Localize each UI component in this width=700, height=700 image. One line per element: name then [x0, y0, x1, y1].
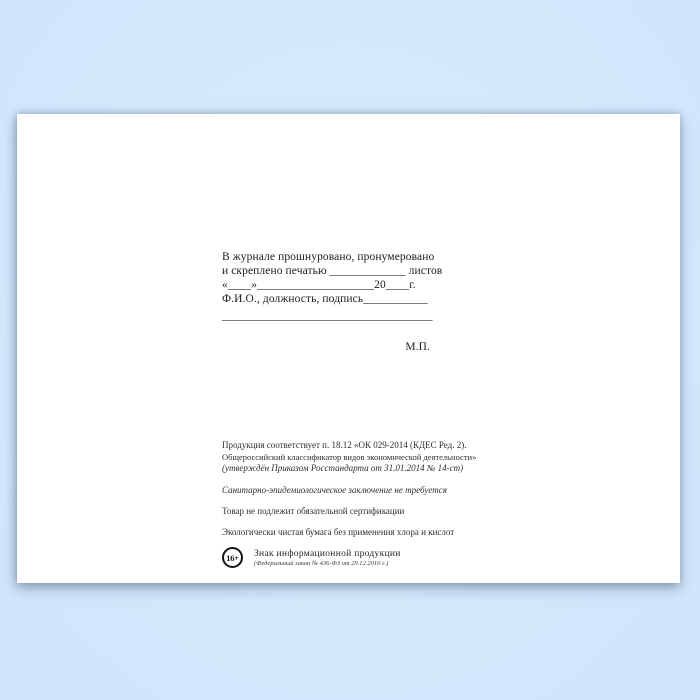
compliance-line-3: (утверждён Приказом Росстандарта от 31.01.2014 № 14-ст)	[222, 463, 464, 473]
cert-line-blank: ____________________________________	[222, 310, 433, 322]
info-sign-title: Знак информационной продукции	[254, 549, 401, 559]
information-product-sign-row	[222, 547, 482, 568]
lacing-certification-block	[222, 250, 443, 354]
cert-line-date: «____»____________________20____г.	[222, 279, 416, 291]
info-sign-law-reference: (Федеральный закон № 436-ФЗ от 29.12.2010 г.)	[254, 560, 389, 567]
journal-back-page	[17, 114, 680, 583]
stamp-place-label: М.П.	[405, 341, 430, 353]
cert-line-signature: Ф.И.О., должность, подпись___________	[222, 293, 428, 305]
cert-line-1: В журнале прошнуровано, пронумеровано	[222, 251, 435, 263]
product-info-block	[222, 440, 482, 568]
info-sign-text	[254, 547, 401, 568]
age-16plus-badge-icon: 16+	[222, 547, 243, 568]
compliance-line-1: Продукция соответствует п. 18.12 «ОК 029-2014 (КДЕС Ред. 2).	[222, 440, 467, 450]
certification-note: Товар не подлежит обязательной сертификации	[222, 506, 405, 516]
eco-note: Экологически чистая бумага без применения хлора и кислот	[222, 526, 455, 537]
cert-line-2: и скреплено печатью _____________ листов	[222, 265, 443, 277]
compliance-line-2: Общероссийский классификатор видов экономической деятельности»	[222, 451, 477, 462]
sanitary-note: Санитарно-эпидемиологическое заключение не требуется	[222, 484, 447, 495]
